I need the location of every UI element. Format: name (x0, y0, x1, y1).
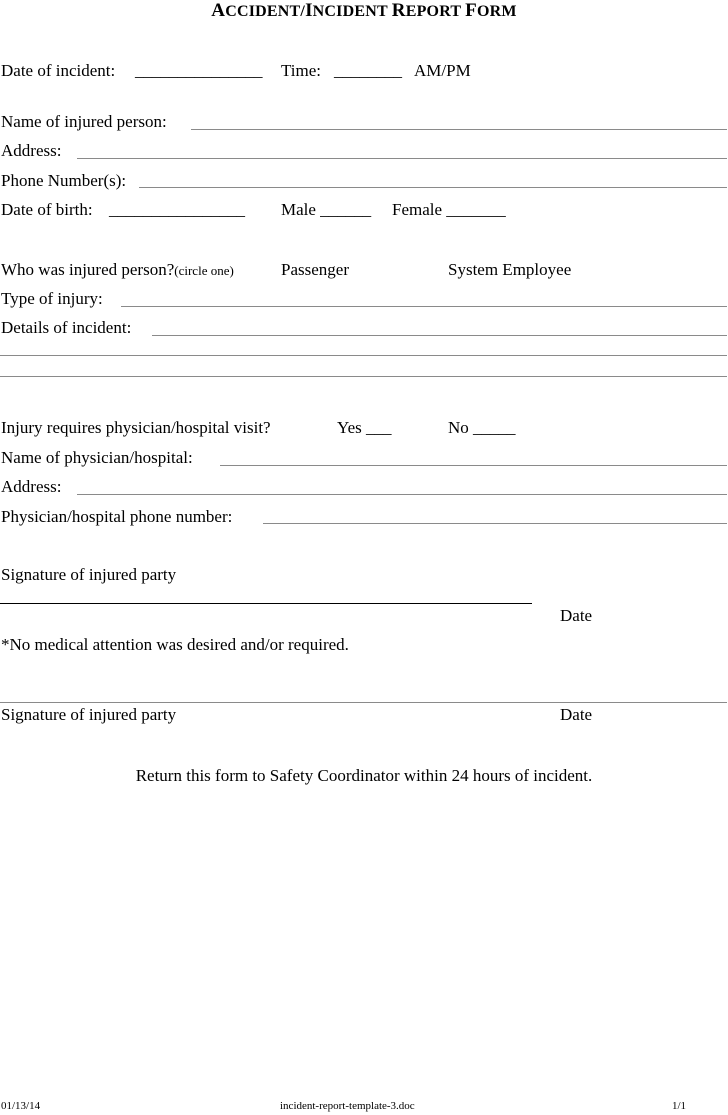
title-rest-f: ORM (476, 3, 517, 20)
title-initial-i: I (305, 0, 313, 21)
date-label-1: Date (560, 606, 593, 625)
circle-one-note: (circle one) (174, 263, 234, 278)
system-employee-option[interactable]: System Employee (448, 260, 572, 279)
title-rest-a: CCIDENT/ (225, 3, 306, 20)
details-line-1[interactable] (152, 335, 727, 336)
date-of-incident-blank[interactable]: _______________ (135, 61, 263, 80)
physician-phone-line[interactable] (263, 523, 727, 524)
form-title (0, 1, 728, 20)
who-injured-label (1, 261, 234, 278)
title-initial-a: A (211, 0, 226, 21)
no-medical-note: *No medical attention was desired and/or required. (1, 635, 349, 654)
type-injury-label: Type of injury: (1, 289, 103, 308)
signature-label-2: Signature of injured party (1, 705, 177, 724)
type-injury-line[interactable] (121, 306, 727, 307)
title-rest-i: NCIDENT (312, 3, 392, 20)
signature-label-1: Signature of injured party (1, 565, 177, 584)
yes-option[interactable]: Yes ___ (337, 418, 392, 437)
male-field[interactable]: Male ______ (281, 200, 372, 219)
date-of-incident-label: Date of incident: (1, 61, 116, 80)
footer-date: 01/13/14 (1, 1100, 41, 1112)
details-line-3[interactable] (0, 376, 727, 377)
date-label-2: Date (560, 705, 593, 724)
title-initial-f: F (465, 0, 477, 21)
name-injured-label: Name of injured person: (1, 112, 167, 131)
footer-filename: incident-report-template-3.doc (280, 1100, 415, 1112)
physician-address-label: Address: (1, 477, 62, 496)
address-line[interactable] (77, 158, 727, 159)
physician-visit-label: Injury requires physician/hospital visit? (1, 418, 271, 437)
physician-name-label: Name of physician/hospital: (1, 448, 193, 467)
physician-address-line[interactable] (77, 494, 727, 495)
dob-label: Date of birth: (1, 200, 93, 219)
signature-line-1[interactable] (0, 603, 532, 604)
details-label: Details of incident: (1, 318, 132, 337)
who-injured-text: Who was injured person? (1, 260, 175, 279)
time-blank[interactable]: ________ (334, 61, 402, 80)
physician-name-line[interactable] (220, 465, 727, 466)
phone-line[interactable] (139, 187, 727, 188)
details-line-2[interactable] (0, 355, 727, 356)
passenger-option[interactable]: Passenger (281, 260, 349, 279)
name-injured-line[interactable] (191, 129, 727, 130)
am-pm-label: AM/PM (414, 61, 471, 80)
title-initial-r: R (391, 0, 406, 21)
title-rest-r: EPORT (405, 3, 466, 20)
physician-phone-label: Physician/hospital phone number: (1, 507, 233, 526)
no-option[interactable]: No _____ (448, 418, 516, 437)
return-note: Return this form to Safety Coordinator within 24 hours of incident. (135, 766, 593, 785)
female-field[interactable]: Female _______ (392, 200, 506, 219)
signature-line-2[interactable] (0, 702, 727, 703)
phone-label: Phone Number(s): (1, 171, 127, 190)
address-label: Address: (1, 141, 62, 160)
footer-page: 1/1 (672, 1100, 687, 1112)
time-label: Time: (281, 61, 322, 80)
dob-blank[interactable]: ________________ (109, 200, 245, 219)
